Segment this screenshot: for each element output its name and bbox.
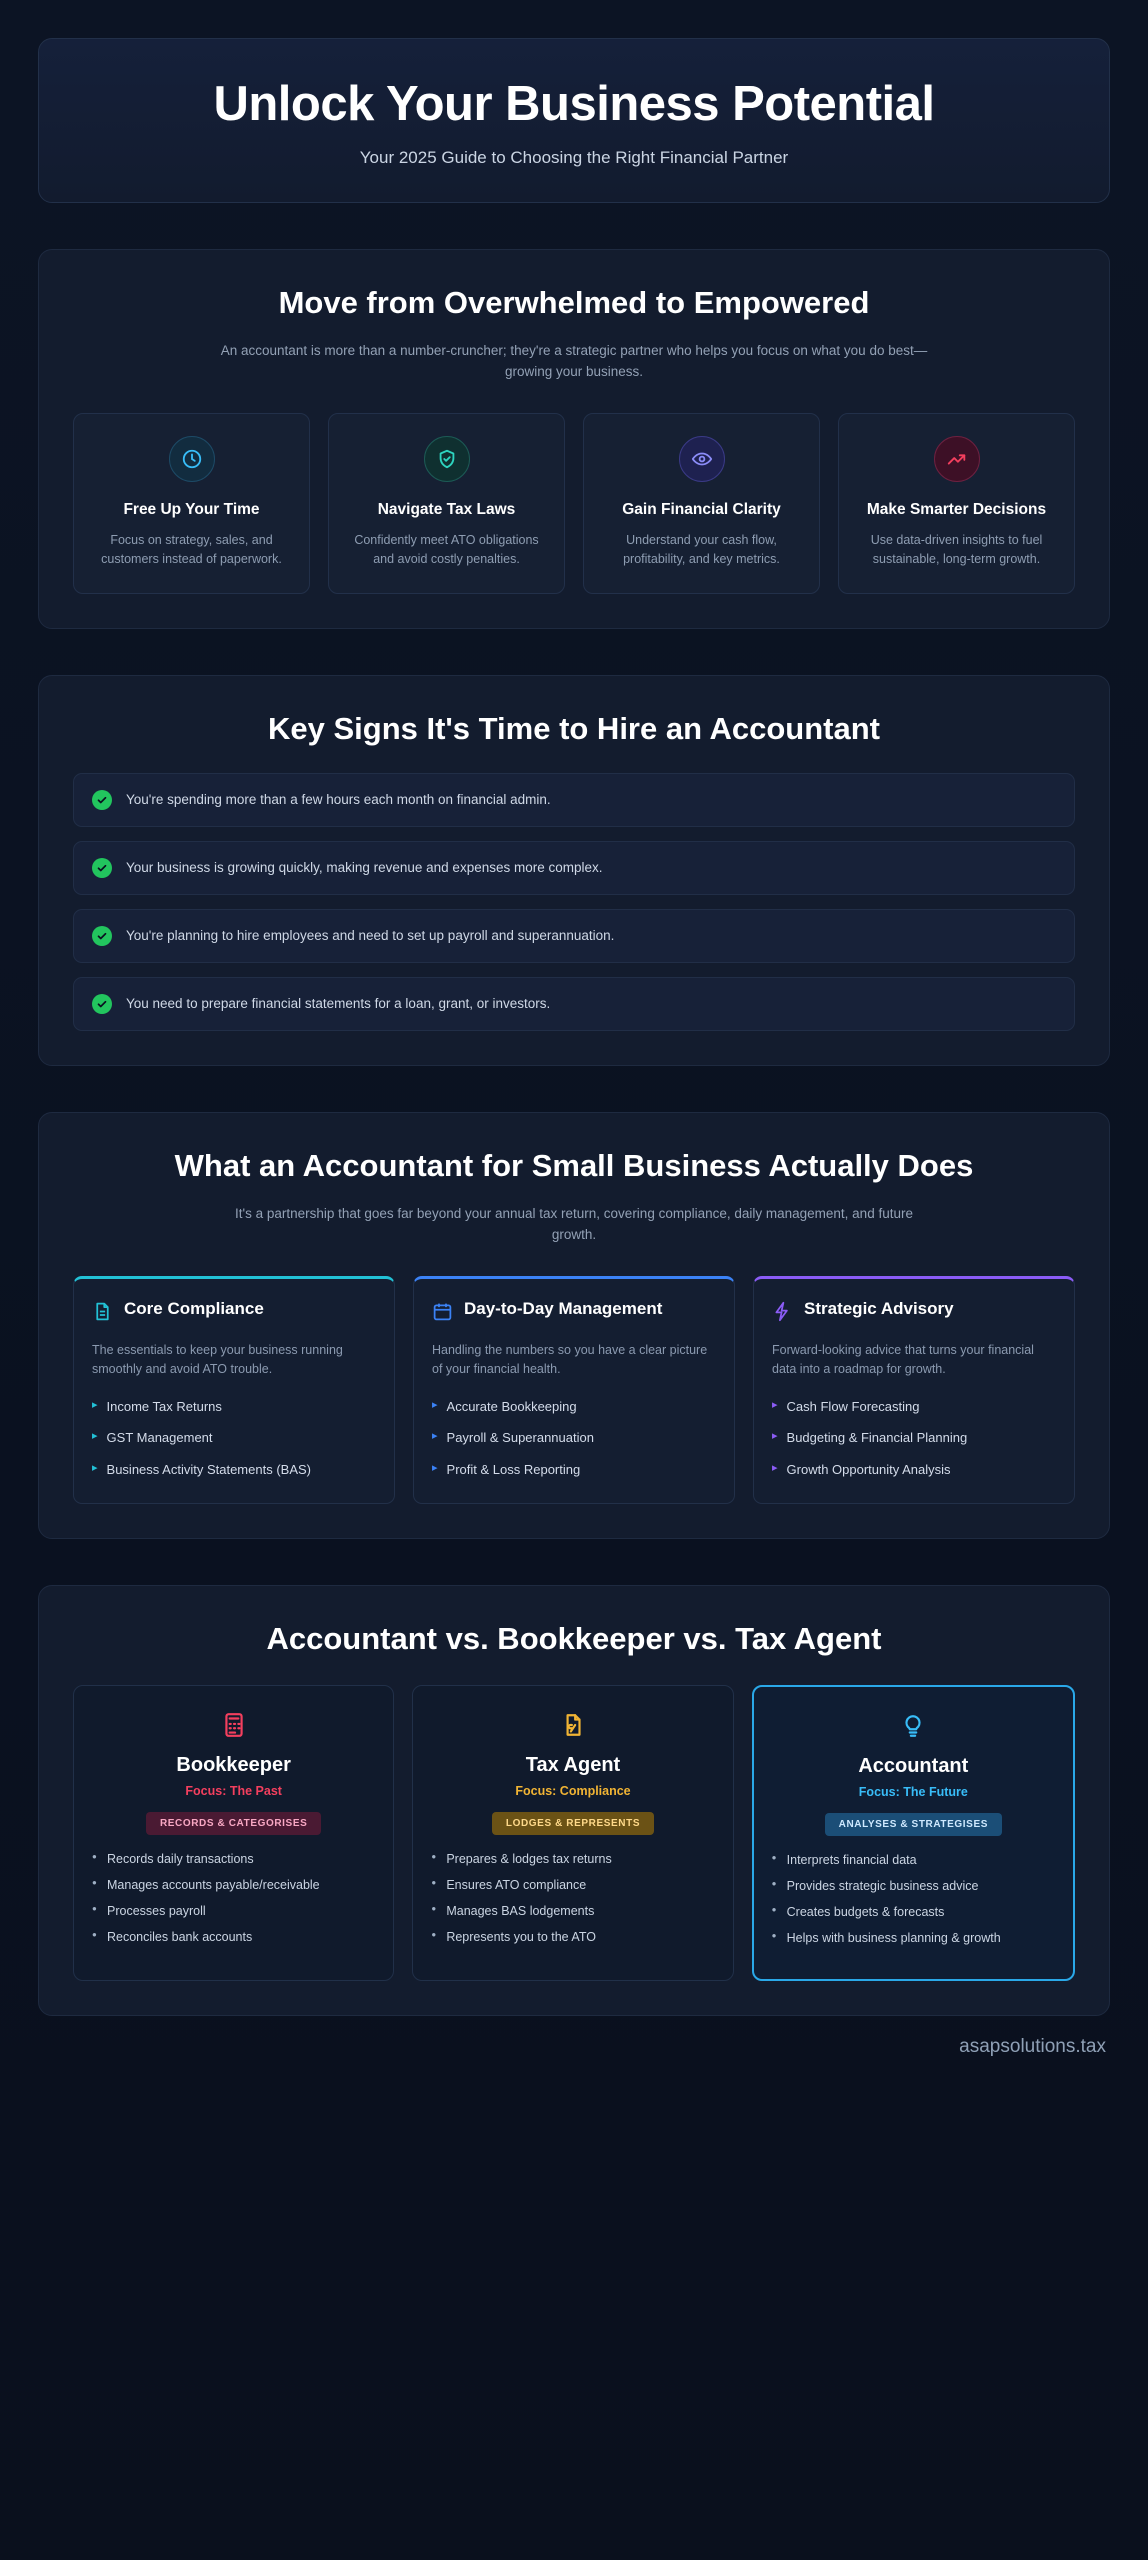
list-item: ● Prepares & lodges tax returns [431,1851,714,1869]
service-list-item [772,1429,1056,1447]
footer-brand: asapsolutions.tax [959,2036,1106,2058]
benefit-card [73,413,310,594]
comparison-card-title: Tax Agent [525,1754,621,1777]
service-item-label: GST Management [106,1430,213,1446]
arrow-icon: ▸ [92,1430,98,1443]
service-header [432,1299,716,1327]
list-item: ● Processes payroll [92,1903,375,1921]
comparison-card-bookkeeper [73,1685,394,1981]
comparison-card-list [92,1851,375,1946]
service-item-label: Growth Opportunity Analysis [786,1461,951,1477]
service-item-label: Income Tax Returns [106,1398,222,1414]
service-title: Strategic Advisory [804,1299,954,1318]
benefit-title: Make Smarter Decisions [866,500,1047,518]
comparison-row [73,1685,1075,1981]
list-item: ● Ensures ATO compliance [431,1877,714,1895]
service-column-core-compliance [73,1276,395,1504]
sign-text: You're planning to hire employees and need to set up payroll and superannuation. [126,928,615,944]
service-list-item [92,1429,376,1447]
trending-up-icon [934,436,980,482]
service-list-item [92,1398,376,1416]
service-title: Day-to-Day Management [464,1299,663,1318]
services-title: What an Accountant for Small Business Actually Does [174,1147,974,1183]
page-title: Unlock Your Business Potential [213,77,935,131]
services-row [73,1276,1075,1504]
arrow-icon: ▸ [432,1398,438,1411]
list-item: ● Records daily transactions [92,1851,375,1869]
benefit-text: Understand your cash flow, profitability, and key metrics. [623,533,780,567]
arrow-icon: ▸ [432,1430,438,1443]
clock-icon [169,436,215,482]
service-description: Handling the numbers so you have a clear picture of your financial health. [432,1343,708,1377]
service-description: Forward-looking advice that turns your financial data into a roadmap for growth. [772,1343,1034,1377]
sign-text: You need to prepare financial statements for a loan, grant, or investors. [126,996,551,1012]
eye-icon [679,436,725,482]
tax-file-icon [431,1708,714,1742]
arrow-icon: ▸ [772,1398,778,1411]
comparison-card-title: Accountant [858,1755,969,1778]
list-item: ● Reconciles bank accounts [92,1929,375,1947]
benefit-title: Gain Financial Clarity [622,500,781,518]
sign-item [73,977,1075,1031]
check-icon [92,858,112,878]
service-item-label: Cash Flow Forecasting [786,1398,920,1414]
service-column-day-to-day-management [413,1276,735,1504]
service-item-label: Profit & Loss Reporting [446,1461,581,1477]
service-item-label: Payroll & Superannuation [446,1430,594,1446]
benefit-card [838,413,1075,594]
list-item: ● Creates budgets & forecasts [772,1904,1055,1922]
status-badge: ANALYSES & STRATEGISES [825,1813,1002,1836]
service-description: The essentials to keep your business running smoothly and avoid ATO trouble. [92,1343,343,1377]
document-icon [92,1299,113,1327]
benefit-text: Use data-driven insights to fuel sustainable, long-term growth. [870,533,1043,567]
service-list-item [432,1429,716,1447]
list-item: ● Manages BAS lodgements [431,1903,714,1921]
sign-text: You're spending more than a few hours each month on financial admin. [126,792,551,808]
calendar-icon [432,1299,453,1327]
benefits-section [38,249,1110,629]
comparison-card-list [431,1851,714,1946]
list-item: ● Interprets financial data [772,1852,1055,1870]
check-icon [92,994,112,1014]
service-list-item [432,1461,716,1479]
check-icon [92,790,112,810]
comparison-section [38,1585,1110,2016]
service-list-item [92,1461,376,1479]
service-header [92,1299,376,1327]
benefit-title: Free Up Your Time [123,500,260,518]
benefits-row [73,413,1075,594]
service-title: Core Compliance [124,1299,264,1318]
list-item: ● Manages accounts payable/receivable [92,1877,375,1895]
arrow-icon: ▸ [772,1430,778,1443]
sign-text: Your business is growing quickly, making revenue and expenses more complex. [126,860,603,876]
service-list-item [772,1461,1056,1479]
check-icon [92,926,112,946]
arrow-icon: ▸ [772,1461,778,1474]
signs-title: Key Signs It's Time to Hire an Accountant [268,710,880,746]
services-section [38,1112,1110,1539]
service-item-label: Budgeting & Financial Planning [786,1430,968,1446]
service-list-item [432,1398,716,1416]
service-item-label: Business Activity Statements (BAS) [106,1461,311,1477]
sign-item [73,841,1075,895]
comparison-card-focus: Focus: Compliance [515,1784,631,1799]
benefits-subtitle: An accountant is more than a number-cruncher; they're a strategic partner who helps you focus on what you do best—growing your business. [220,343,928,379]
arrow-icon: ▸ [432,1461,438,1474]
comparison-card-list [772,1852,1055,1947]
benefit-card [328,413,565,594]
shield-check-icon [424,436,470,482]
benefit-text: Focus on strategy, sales, and customers instead of paperwork. [101,533,282,567]
arrow-icon: ▸ [92,1398,98,1411]
sign-item [73,909,1075,963]
comparison-title: Accountant vs. Bookkeeper vs. Tax Agent [266,1621,882,1657]
benefits-title: Move from Overwhelmed to Empowered [278,284,870,320]
list-item: ● Provides strategic business advice [772,1878,1055,1896]
services-subtitle: It's a partnership that goes far beyond your annual tax return, covering compliance, daily management, and future growth. [235,1206,913,1243]
calculator-icon [92,1708,375,1742]
service-list-item [772,1398,1056,1416]
benefit-card [583,413,820,594]
hero-section [38,38,1110,203]
arrow-icon: ▸ [92,1461,98,1474]
list-item: ● Helps with business planning & growth [772,1930,1055,1948]
sign-item [73,773,1075,827]
comparison-card-title: Bookkeeper [176,1754,291,1777]
service-header [772,1299,1056,1327]
comparison-card-focus: Focus: The Future [858,1785,968,1800]
lightbulb-icon [772,1709,1055,1743]
signs-section [38,675,1110,1066]
comparison-card-accountant [752,1685,1075,1981]
comparison-card-focus: Focus: The Past [185,1784,282,1799]
service-column-strategic-advisory [753,1276,1075,1504]
benefit-title: Navigate Tax Laws [377,500,516,518]
comparison-card-tax-agent [412,1685,733,1981]
bolt-icon [772,1299,793,1327]
benefit-text: Confidently meet ATO obligations and avoid costly penalties. [354,533,539,567]
status-badge: LODGES & REPRESENTS [492,1812,654,1835]
page-subtitle: Your 2025 Guide to Choosing the Right Financial Partner [359,147,789,167]
list-item: ● Represents you to the ATO [431,1929,714,1947]
status-badge: RECORDS & CATEGORISES [146,1812,321,1835]
service-item-label: Accurate Bookkeeping [446,1398,577,1414]
